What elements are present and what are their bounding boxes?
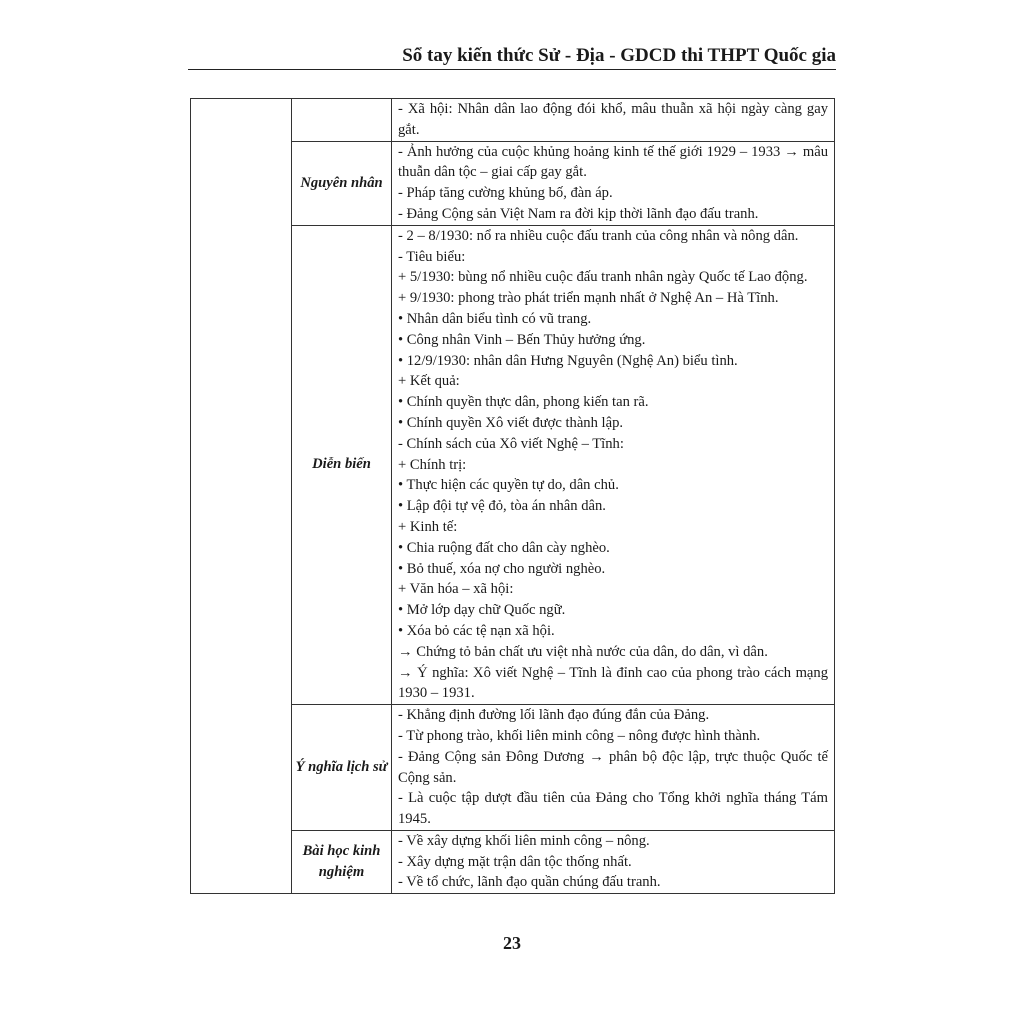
running-header: Sổ tay kiến thức Sử - Địa - GDCD thi THPT Quốc gia xyxy=(402,45,836,66)
content-line: - Là cuộc tập dượt đầu tiên của Đảng cho Tổng khởi nghĩa tháng Tám 1945. xyxy=(398,790,828,828)
content-line: • Lập đội tự vệ đỏ, tòa án nhân dân. xyxy=(398,498,606,515)
content-line: • Chia ruộng đất cho dân cày nghèo. xyxy=(398,539,610,556)
history-summary-table xyxy=(190,98,835,894)
content-line: + Chính trị: xyxy=(398,456,467,473)
content-line: → Ý nghĩa: Xô viết Nghệ – Tĩnh là đỉnh cao của phong trào cách mạng 1930 – 1931. xyxy=(398,664,828,702)
content-line: • Mở lớp dạy chữ Quốc ngữ. xyxy=(398,602,566,619)
row-content-lessons xyxy=(392,830,835,893)
content-line: - Tiêu biểu: xyxy=(398,248,466,265)
page-number: 23 xyxy=(503,933,521,953)
content-line: • Xóa bỏ các tệ nạn xã hội. xyxy=(398,622,555,639)
row-content-significance xyxy=(392,705,835,831)
content-line: - Pháp tăng cường khủng bố, đàn áp. xyxy=(398,185,613,202)
content-line: → Chứng tỏ bản chất ưu việt nhà nước của dân, do dân, vì dân. xyxy=(398,643,768,660)
content-line: • Công nhân Vinh – Bến Thủy hưởng ứng. xyxy=(398,331,646,348)
content-line: - Chính sách của Xô viết Nghệ – Tĩnh: xyxy=(398,435,624,452)
content-line: - Xã hội: Nhân dân lao động đói khổ, mâu thuẫn xã hội ngày càng gay gắt. xyxy=(398,101,828,138)
row-label-lessons: Bài học kinh nghiệm xyxy=(292,830,392,893)
header-rule xyxy=(188,69,836,70)
content-line: • Thực hiện các quyền tự do, dân chủ. xyxy=(398,477,619,494)
content-line: + Kết quả: xyxy=(398,373,460,390)
row-content-society xyxy=(392,99,835,142)
content-line: + Kinh tế: xyxy=(398,518,458,535)
content-line: - 2 – 8/1930: nổ ra nhiều cuộc đấu tranh của công nhân và nông dân. xyxy=(398,227,799,244)
content-line: + 9/1930: phong trào phát triển mạnh nhất ở Nghệ An – Hà Tĩnh. xyxy=(398,290,779,307)
row-content-developments xyxy=(392,225,835,704)
content-line: - Về tổ chức, lãnh đạo quần chúng đấu tranh. xyxy=(398,874,661,891)
content-line: • Nhân dân biểu tình có vũ trang. xyxy=(398,310,592,327)
content-line: - Khẳng định đường lối lãnh đạo đúng đắn của Đảng. xyxy=(398,707,710,724)
content-line: + Văn hóa – xã hội: xyxy=(398,581,514,598)
row-content-causes xyxy=(392,141,835,225)
content-line: • Bỏ thuế, xóa nợ cho người nghèo. xyxy=(398,560,606,577)
row-label-empty xyxy=(292,99,392,142)
content-line: + 5/1930: bùng nổ nhiều cuộc đấu tranh nhân ngày Quốc tế Lao động. xyxy=(398,269,808,286)
content-line: - Ảnh hưởng của cuộc khủng hoảng kinh tế thế giới 1929 – 1933 → mâu thuẫn dân tộc – giai cấp gay gắt. xyxy=(398,143,828,181)
content-line: • 12/9/1930: nhân dân Hưng Nguyên (Nghệ An) biểu tình. xyxy=(398,352,738,369)
row-label-significance: Ý nghĩa lịch sử xyxy=(292,705,392,831)
row-label-developments: Diễn biến xyxy=(292,225,392,704)
content-line: - Từ phong trào, khối liên minh công – nông được hình thành. xyxy=(398,727,761,744)
row-label-causes: Nguyên nhân xyxy=(292,141,392,225)
content-line: - Về xây dựng khối liên minh công – nông. xyxy=(398,832,650,849)
table-row-society xyxy=(191,99,835,142)
content-line: • Chính quyền thực dân, phong kiến tan rã. xyxy=(398,394,649,411)
merged-topic-cell xyxy=(191,99,292,894)
content-line: - Đảng Cộng sản Việt Nam ra đời kịp thời lãnh đạo đấu tranh. xyxy=(398,205,759,222)
content-line: - Xây dựng mặt trận dân tộc thống nhất. xyxy=(398,853,632,870)
content-line: - Đảng Cộng sản Đông Dương → phân bộ độc lập, trực thuộc Quốc tế Cộng sản. xyxy=(398,748,828,786)
content-line: • Chính quyền Xô viết được thành lập. xyxy=(398,414,624,431)
